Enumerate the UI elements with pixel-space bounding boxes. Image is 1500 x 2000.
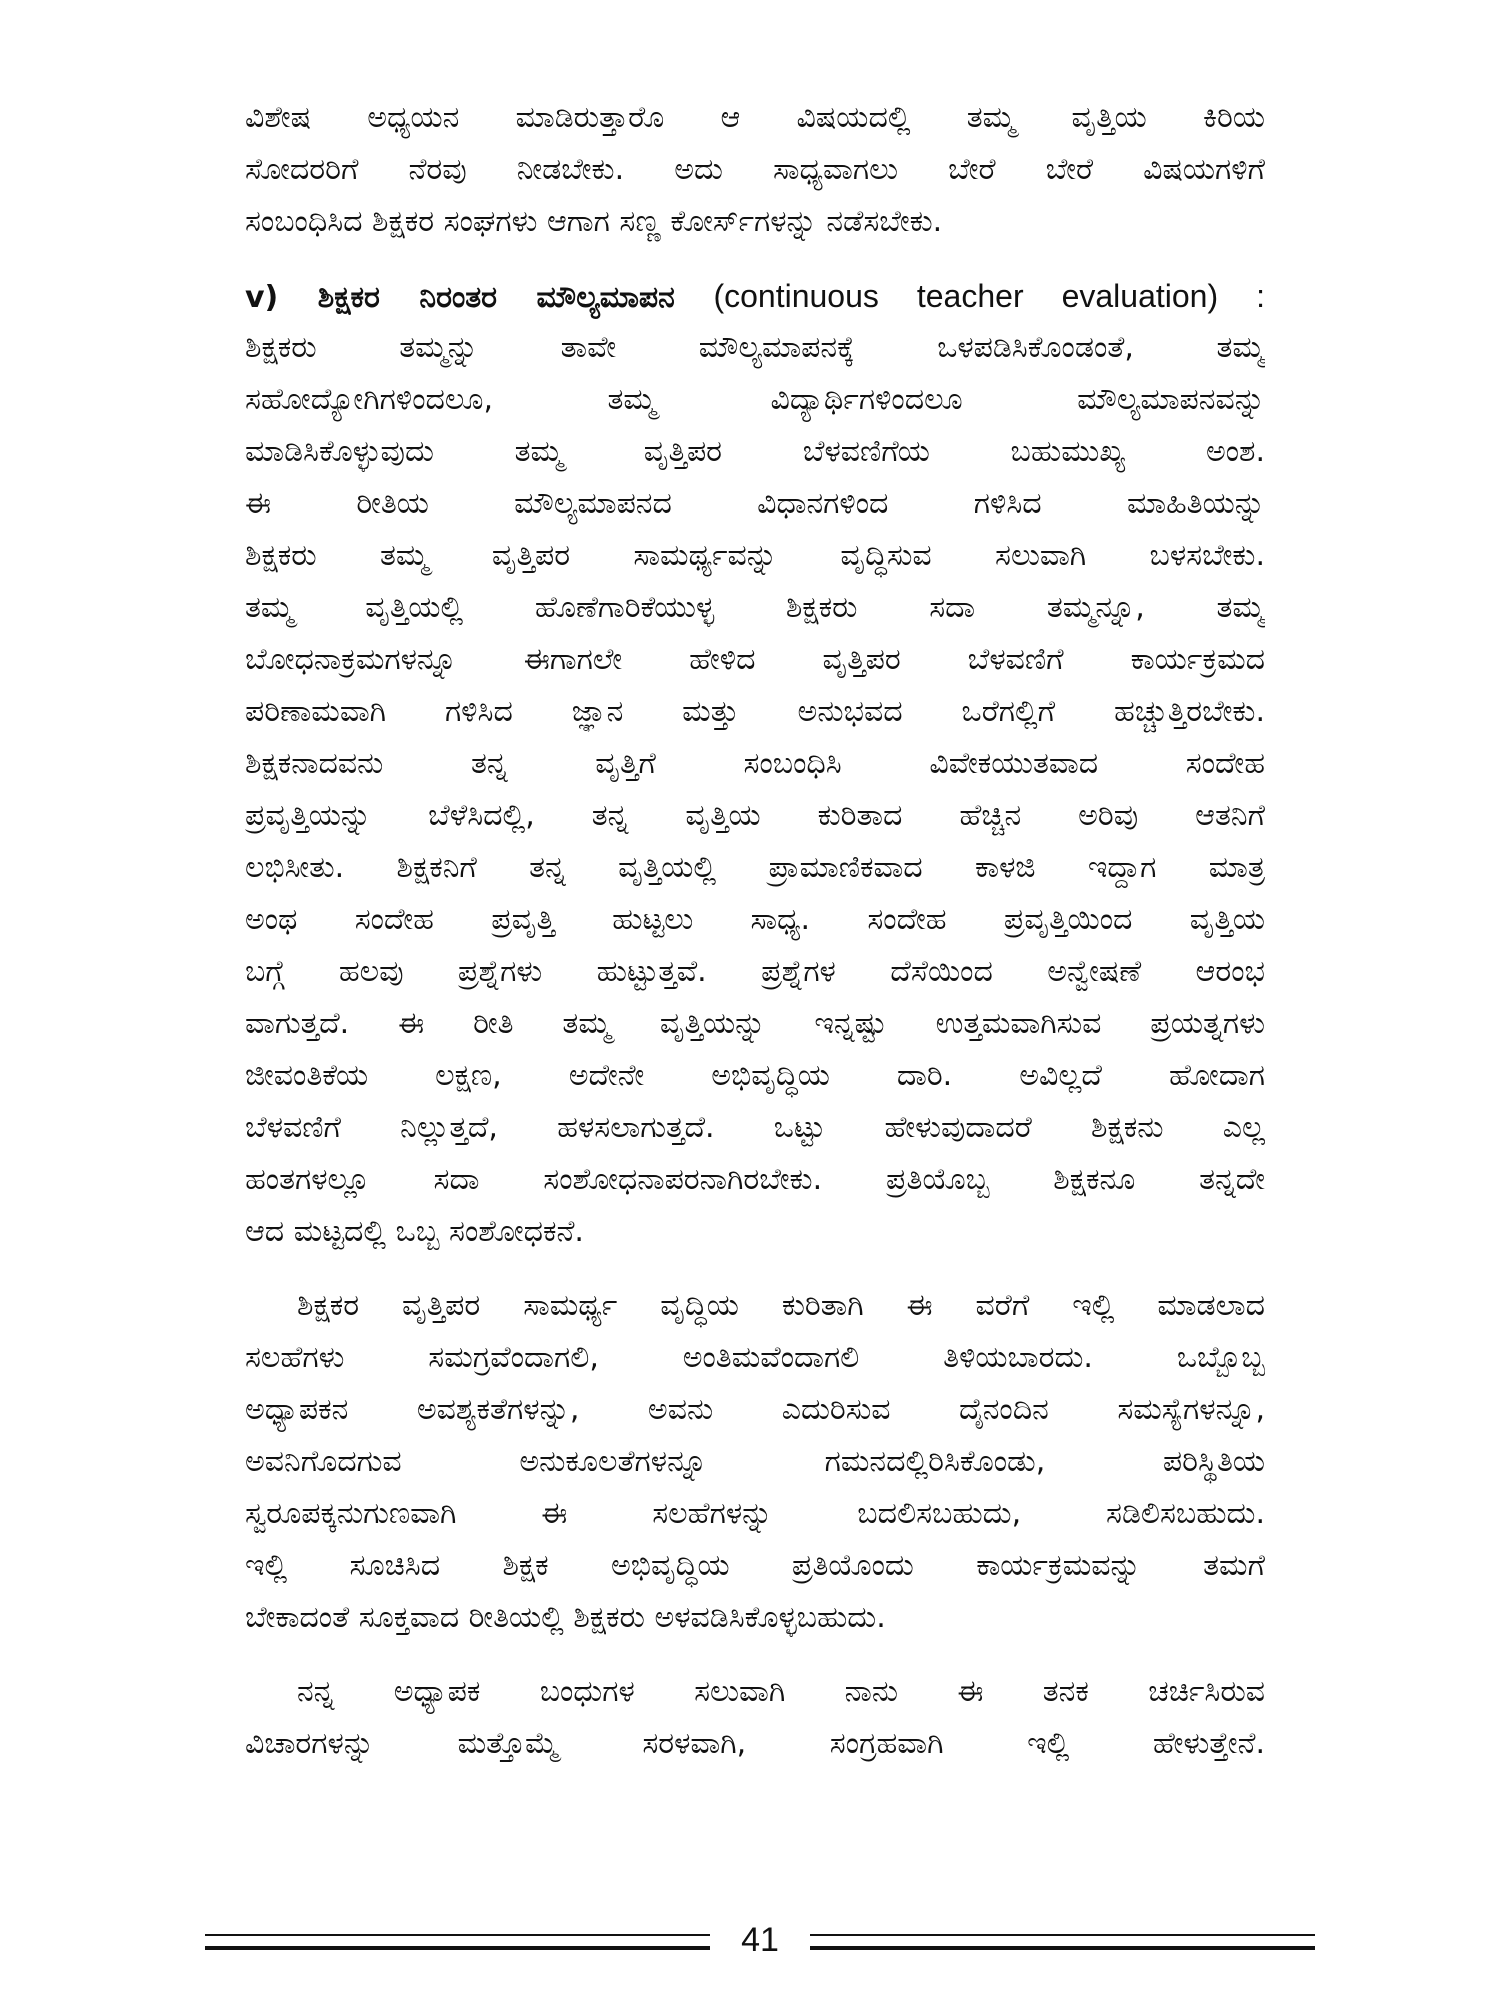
text-line: ಶಿಕ್ಷಕರು ತಮ್ಮನ್ನು ತಾವೇ ಮೌಲ್ಯಮಾಪನಕ್ಕೆ ಒಳಪಡಿಸಿಕೊಂಡಂತೆ, ತಮ್ಮ xyxy=(245,330,1265,365)
footer-rule-left xyxy=(205,1934,710,1950)
text-line: ಅಧ್ಯಾಪಕನ ಅವಶ್ಯಕತೆಗಳನ್ನು, ಅವನು ಎದುರಿಸುವ ದೈನಂದಿನ ಸಮಸ್ಯೆಗಳನ್ನೂ, xyxy=(245,1392,1265,1427)
text-line: ಬಗ್ಗೆ ಹಲವು ಪ್ರಶ್ನೆಗಳು ಹುಟ್ಟುತ್ತವೆ. ಪ್ರಶ್ನೆಗಳ ದೆಸೆಯಿಂದ ಅನ್ವೇಷಣೆ ಆರಂಭ xyxy=(245,954,1265,989)
text-line: ಶಿಕ್ಷಕನಾದವನು ತನ್ನ ವೃತ್ತಿಗೆ ಸಂಬಂಧಿಸಿ ವಿವೇಕಯುತವಾದ ಸಂದೇಹ xyxy=(245,746,1265,781)
text-line: ಸಲಹೆಗಳು ಸಮಗ್ರವೆಂದಾಗಲಿ, ಅಂತಿಮವೆಂದಾಗಲಿ ತಿಳಿಯಬಾರದು. ಒಬ್ಬೊಬ್ಬ xyxy=(245,1340,1265,1375)
paragraph-closing xyxy=(245,1666,1265,1770)
text-line: ಸೋದರರಿಗೆ ನೆರವು ನೀಡಬೇಕು. ಅದು ಸಾಧ್ಯವಾಗಲು ಬೇರೆ ಬೇರೆ ವಿಷಯಗಳಿಗೆ xyxy=(245,152,1265,187)
text-line: ಅಂಥ ಸಂದೇಹ ಪ್ರವೃತ್ತಿ ಹುಟ್ಟಲು ಸಾಧ್ಯ. ಸಂದೇಹ ಪ್ರವೃತ್ತಿಯಿಂದ ವೃತ್ತಿಯ xyxy=(245,902,1265,937)
text-line: ನನ್ನ ಅಧ್ಯಾಪಕ ಬಂಧುಗಳ ಸಲುವಾಗಿ ನಾನು ಈ ತನಕ ಚರ್ಚಿಸಿರುವ xyxy=(297,1674,1265,1709)
section-heading-english: (continuous teacher evaluation) : xyxy=(713,278,1265,314)
paragraph-suggestions xyxy=(245,1280,1265,1644)
text-line: ಈ ರೀತಿಯ ಮೌಲ್ಯಮಾಪನದ ವಿಧಾನಗಳಿಂದ ಗಳಿಸಿದ ಮಾಹಿತಿಯನ್ನು xyxy=(245,486,1265,521)
text-line: ಪ್ರವೃತ್ತಿಯನ್ನು ಬೆಳೆಸಿದಲ್ಲಿ, ತನ್ನ ವೃತ್ತಿಯ ಕುರಿತಾದ ಹೆಚ್ಚಿನ ಅರಿವು ಆತನಿಗೆ xyxy=(245,798,1265,833)
paragraph-section-body xyxy=(245,322,1265,1258)
section-heading xyxy=(245,270,1265,322)
text-line: ಬೇಕಾದಂತೆ ಸೂಕ್ತವಾದ ರೀತಿಯಲ್ಲಿ ಶಿಕ್ಷಕರು ಅಳವಡಿಸಿಕೊಳ್ಳಬಹುದು. xyxy=(245,1600,886,1635)
paragraph-intro xyxy=(245,92,1265,248)
text-line: ಸ್ವರೂಪಕ್ಕನುಗುಣವಾಗಿ ಈ ಸಲಹೆಗಳನ್ನು ಬದಲಿಸಬಹುದು, ಸಡಿಲಿಸಬಹುದು. xyxy=(245,1496,1265,1531)
section-heading-kannada: v) ಶಿಕ್ಷಕರ ನಿರಂತರ ಮೌಲ್ಯಮಾಪನ xyxy=(245,280,675,315)
text-line: ಹಂತಗಳಲ್ಲೂ ಸದಾ ಸಂಶೋಧನಾಪರನಾಗಿರಬೇಕು. ಪ್ರತಿಯೊಬ್ಬ ಶಿಕ್ಷಕನೂ ತನ್ನದೇ xyxy=(245,1162,1265,1197)
text-line: ವಿಚಾರಗಳನ್ನು ಮತ್ತೊಮ್ಮೆ ಸರಳವಾಗಿ, ಸಂಗ್ರಹವಾಗಿ ಇಲ್ಲಿ ಹೇಳುತ್ತೇನೆ. xyxy=(245,1726,1265,1761)
text-line: ಪರಿಣಾಮವಾಗಿ ಗಳಿಸಿದ ಜ್ಞಾನ ಮತ್ತು ಅನುಭವದ ಒರೆಗಲ್ಲಿಗೆ ಹಚ್ಚುತ್ತಿರಬೇಕು. xyxy=(245,694,1265,729)
text-line: ಲಭಿಸೀತು. ಶಿಕ್ಷಕನಿಗೆ ತನ್ನ ವೃತ್ತಿಯಲ್ಲಿ ಪ್ರಾಮಾಣಿಕವಾದ ಕಾಳಜಿ ಇದ್ದಾಗ ಮಾತ್ರ xyxy=(245,850,1265,885)
text-line: ಸಂಬಂಧಿಸಿದ ಶಿಕ್ಷಕರ ಸಂಘಗಳು ಆಗಾಗ ಸಣ್ಣ ಕೋರ್ಸ್‌ಗಳನ್ನು ನಡೆಸಬೇಕು. xyxy=(245,204,943,239)
page-body xyxy=(245,92,1265,1792)
text-line: ಮಾಡಿಸಿಕೊಳ್ಳುವುದು ತಮ್ಮ ವೃತ್ತಿಪರ ಬೆಳವಣಿಗೆಯ ಬಹುಮುಖ್ಯ ಅಂಶ. xyxy=(245,434,1265,469)
text-line: ಜೀವಂತಿಕೆಯ ಲಕ್ಷಣ, ಅದೇನೇ ಅಭಿವೃದ್ಧಿಯ ದಾರಿ. ಅವಿಲ್ಲದೆ ಹೋದಾಗ xyxy=(245,1058,1265,1093)
text-line: ಸಹೋದ್ಯೋಗಿಗಳಿಂದಲೂ, ತಮ್ಮ ವಿದ್ಯಾರ್ಥಿಗಳಿಂದಲೂ ಮೌಲ್ಯಮಾಪನವನ್ನು xyxy=(245,382,1265,417)
text-line: ವಾಗುತ್ತದೆ. ಈ ರೀತಿ ತಮ್ಮ ವೃತ್ತಿಯನ್ನು ಇನ್ನಷ್ಟು ಉತ್ತಮವಾಗಿಸುವ ಪ್ರಯತ್ನಗಳು xyxy=(245,1006,1265,1041)
text-line: ಬೋಧನಾಕ್ರಮಗಳನ್ನೂ ಈಗಾಗಲೇ ಹೇಳಿದ ವೃತ್ತಿಪರ ಬೆಳವಣಿಗೆ ಕಾರ್ಯಕ್ರಮದ xyxy=(245,642,1265,677)
text-line: ಆದ ಮಟ್ಟದಲ್ಲಿ ಒಬ್ಬ ಸಂಶೋಧಕನೆ. xyxy=(245,1214,584,1249)
page-footer xyxy=(205,1920,1315,1964)
footer-rule-right xyxy=(810,1934,1315,1950)
text-line: ಇಲ್ಲಿ ಸೂಚಿಸಿದ ಶಿಕ್ಷಕ ಅಭಿವೃದ್ಧಿಯ ಪ್ರತಿಯೊಂದು ಕಾರ್ಯಕ್ರಮವನ್ನು ತಮಗೆ xyxy=(245,1548,1265,1583)
text-line: ಶಿಕ್ಷಕರ ವೃತ್ತಿಪರ ಸಾಮರ್ಥ್ಯ ವೃದ್ಧಿಯ ಕುರಿತಾಗಿ ಈ ವರೆಗೆ ಇಲ್ಲಿ ಮಾಡಲಾದ xyxy=(297,1288,1265,1323)
text-line: ತಮ್ಮ ವೃತ್ತಿಯಲ್ಲಿ ಹೊಣೆಗಾರಿಕೆಯುಳ್ಳ ಶಿಕ್ಷಕರು ಸದಾ ತಮ್ಮನ್ನೂ, ತಮ್ಮ xyxy=(245,590,1265,625)
text-line: ವಿಶೇಷ ಅಧ್ಯಯನ ಮಾಡಿರುತ್ತಾರೊ ಆ ವಿಷಯದಲ್ಲಿ ತಮ್ಮ ವೃತ್ತಿಯ ಕಿರಿಯ xyxy=(245,100,1265,135)
page-number: 41 xyxy=(741,1921,779,1959)
text-line: ಬೆಳವಣಿಗೆ ನಿಲ್ಲುತ್ತದೆ, ಹಳಸಲಾಗುತ್ತದೆ. ಒಟ್ಟು ಹೇಳುವುದಾದರೆ ಶಿಕ್ಷಕನು ಎಲ್ಲ xyxy=(245,1110,1265,1145)
text-line: ಶಿಕ್ಷಕರು ತಮ್ಮ ವೃತ್ತಿಪರ ಸಾಮರ್ಥ್ಯವನ್ನು ವೃದ್ಧಿಸುವ ಸಲುವಾಗಿ ಬಳಸಬೇಕು. xyxy=(245,538,1265,573)
text-line: ಅವನಿಗೊದಗುವ ಅನುಕೂಲತೆಗಳನ್ನೂ ಗಮನದಲ್ಲಿರಿಸಿಕೊಂಡು, ಪರಿಸ್ಥಿತಿಯ xyxy=(245,1444,1265,1479)
